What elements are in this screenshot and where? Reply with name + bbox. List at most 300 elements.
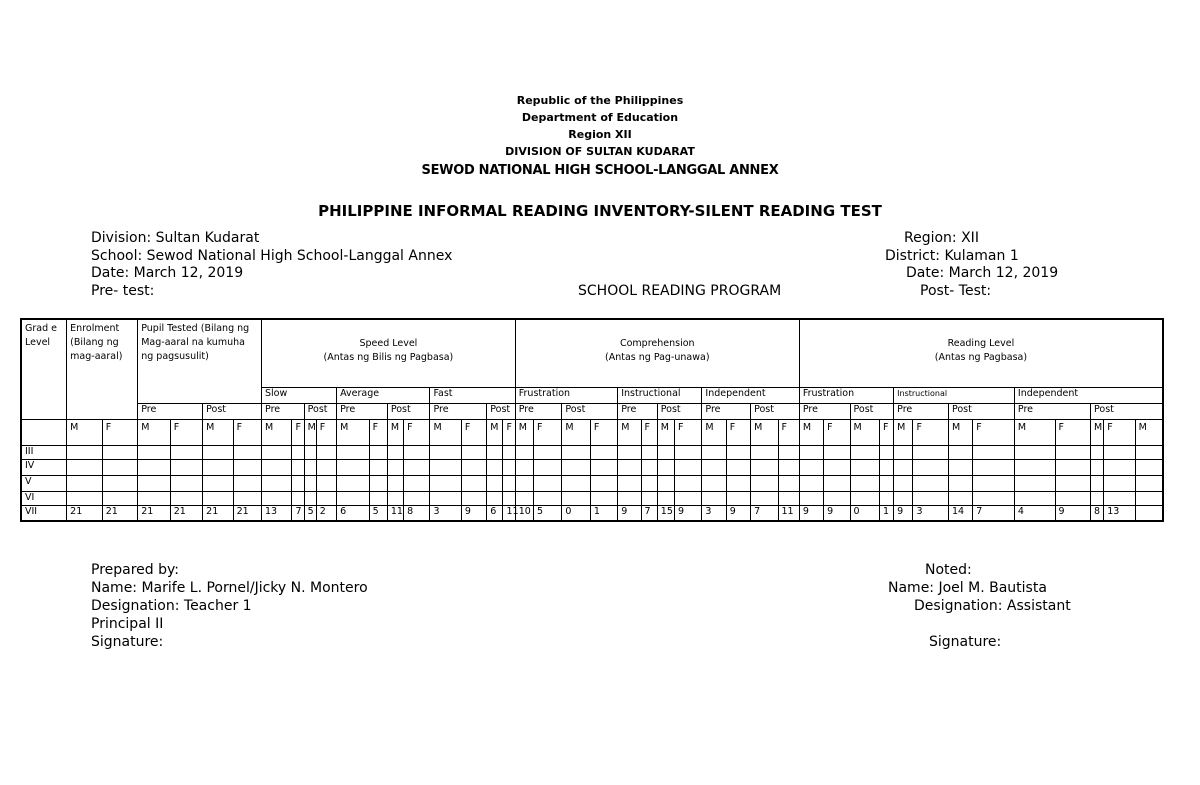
prepared-name-label: Name: Marife L. Pornel/Jicky N. Montero [91,580,368,596]
table-cell [973,445,1015,459]
pre-header: Pre [430,403,487,419]
table-cell [1091,459,1104,475]
table-cell [1055,491,1091,505]
table-cell [337,475,369,491]
table-cell [262,491,292,505]
table-cell [369,491,387,505]
post-header: Post [487,403,516,419]
table-cell [879,445,893,459]
grade-cell: VI [21,491,67,505]
table-cell [726,445,750,459]
table-cell [369,445,387,459]
table-cell [1014,475,1055,491]
grade-cell: IV [21,459,67,475]
table-cell: 9 [726,505,750,521]
table-cell [102,445,138,459]
m-header-cell: M [67,419,103,445]
post-header: Post [751,403,800,419]
header-region: Region XII [568,128,632,141]
table-cell [170,459,202,475]
f-header-cell: F [170,419,202,445]
grade-cell-blank [21,419,67,445]
pre-header: Pre [262,403,305,419]
m-header-cell: M [304,419,316,445]
table-cell [203,459,233,475]
f-header-cell: F [879,419,893,445]
table-cell [138,459,170,475]
speed-level-title: Speed Level [359,338,418,349]
table-cell: 11 [778,505,799,521]
table-cell: 7 [973,505,1015,521]
pre-header: Pre [702,403,751,419]
table-cell: 13 [1104,505,1135,521]
table-cell [824,491,850,505]
table-cell [948,491,972,505]
grade-cell: III [21,445,67,459]
noted-label: Noted: [925,562,972,578]
table-cell: 21 [102,505,138,521]
table-cell [1091,445,1104,459]
table-cell [1014,491,1055,505]
table-cell [534,491,562,505]
table-cell [850,475,879,491]
pupil-pre-header: Pre [138,403,203,419]
table-cell [618,491,641,505]
m-header-cell: M [1014,419,1055,445]
f-header-cell: F [102,419,138,445]
table-cell [503,445,515,459]
table-cell [590,475,617,491]
table-cell: 21 [67,505,103,521]
f-header-cell: F [233,419,261,445]
f-header-cell: F [292,419,304,445]
table-cell: 13 [262,505,292,521]
prepared-signature-label: Signature: [91,634,164,650]
post-header: Post [562,403,618,419]
table-cell: 14 [948,505,972,521]
f-header-cell: F [824,419,850,445]
table-cell: 21 [203,505,233,521]
table-cell: 1 [879,505,893,521]
header-division: DIVISION OF SULTAN KUDARAT [505,145,695,158]
table-cell [562,445,590,459]
pretest-label: Pre- test: [91,283,155,299]
table-cell [657,459,674,475]
enrolment-header: Enrolment (Bilang ng mag-aaral) [67,319,138,419]
f-header-cell: F [1055,419,1091,445]
m-header-cell: M [430,419,461,445]
table-cell [316,491,336,505]
program-label: SCHOOL READING PROGRAM [578,283,782,299]
table-cell [203,491,233,505]
table-cell [657,491,674,505]
m-header-cell: M [850,419,879,445]
table-cell: 10 [515,505,533,521]
table-cell [726,475,750,491]
table-cell [369,475,387,491]
table-cell [799,459,823,475]
table-cell [430,491,461,505]
table-cell [726,491,750,505]
table-cell [675,459,702,475]
table-row [21,459,1163,475]
table-cell [387,475,403,491]
m-header-cell: M [337,419,369,445]
table-cell [292,475,304,491]
table-cell [203,475,233,491]
table-cell [778,459,799,475]
table-cell [404,459,430,475]
table-cell [487,459,503,475]
table-cell [799,445,823,459]
table-cell [894,475,913,491]
table-cell [850,459,879,475]
table-cell [534,475,562,491]
table-cell: 3 [702,505,726,521]
table-cell [170,445,202,459]
speed-slow-header: Slow [262,387,337,403]
table-row [21,445,1163,459]
table-row [21,475,1163,491]
table-cell [515,475,533,491]
table-cell [850,491,879,505]
m-header-cell: M [262,419,292,445]
f-header-cell: F [503,419,515,445]
table-cell [702,491,726,505]
table-cell [948,475,972,491]
table-cell [430,459,461,475]
table-cell [675,491,702,505]
table-cell [1014,459,1055,475]
table-cell [657,475,674,491]
read-frustration-header: Frustration [799,387,893,403]
table-cell [879,475,893,491]
table-cell [430,475,461,491]
pupil-tested-header: Pupil Tested (Bilang ng Mag-aaral na kumuha ng pagsusulit) [138,319,262,403]
division-label: Division: Sultan Kudarat [91,230,260,246]
table-row [21,491,1163,505]
speed-level-subtitle: (Antas ng Bilis ng Pagbasa) [323,352,454,363]
school-label: School: Sewod National High School-Langgal Annex [91,248,453,264]
f-header-cell: F [316,419,336,445]
table-cell [641,459,657,475]
post-header: Post [850,403,894,419]
table-cell [316,445,336,459]
table-cell [562,491,590,505]
table-cell [503,475,515,491]
m-header-cell: M [702,419,726,445]
posttest-label: Post- Test: [920,283,992,299]
header-department: Department of Education [521,111,679,124]
table-cell: 7 [641,505,657,521]
table-cell [233,491,261,505]
pupil-post-header: Post [203,403,262,419]
table-cell: 9 [894,505,913,521]
table-cell [702,445,726,459]
table-cell [850,445,879,459]
table-cell [799,491,823,505]
f-header-cell: F [534,419,562,445]
f-header-cell: F [590,419,617,445]
noted-designation-label: Designation: Assistant [914,598,1071,614]
table-cell [973,459,1015,475]
m-header-cell: M [203,419,233,445]
noted-name-label: Name: Joel M. Bautista [888,580,1047,596]
table-cell [1104,475,1135,491]
f-header-cell: F [913,419,949,445]
post-header: Post [948,403,1014,419]
document-title: PHILIPPINE INFORMAL READING INVENTORY-SILENT READING TEST [318,202,882,220]
table-cell [461,459,486,475]
table-cell [913,491,949,505]
table-cell [913,445,949,459]
table-cell [404,445,430,459]
table-cell [675,445,702,459]
table-cell [337,445,369,459]
table-cell [675,475,702,491]
header-republic: Republic of the Philippines [516,94,684,107]
table-cell [948,445,972,459]
pre-header: Pre [515,403,562,419]
table-cell: 7 [292,505,304,521]
table-cell [67,445,103,459]
table-cell [67,459,103,475]
table-cell [67,475,103,491]
table-cell [404,475,430,491]
table-cell [894,459,913,475]
table-cell [641,475,657,491]
table-cell [590,445,617,459]
speed-average-header: Average [337,387,430,403]
table-cell [304,459,316,475]
f-header-cell: F [726,419,750,445]
table-cell [778,475,799,491]
table-cell: 5 [304,505,316,521]
m-header-cell: M [1091,419,1104,445]
reading-inventory-table [20,318,1164,522]
table-cell [487,491,503,505]
m-header-cell: M [657,419,674,445]
table-cell [1135,505,1163,521]
table-cell [316,459,336,475]
table-cell [778,445,799,459]
table-cell [369,459,387,475]
date-right-label: Date: March 12, 2019 [906,265,1059,281]
table-cell: 8 [404,505,430,521]
table-cell [778,491,799,505]
table-cell [824,459,850,475]
m-header-cell: M [562,419,590,445]
table-cell [337,459,369,475]
table-cell: 7 [751,505,778,521]
table-cell [430,445,461,459]
table-cell [590,491,617,505]
table-cell [387,491,403,505]
table-cell [1135,491,1163,505]
table-cell [1091,475,1104,491]
prepared-designation-label: Designation: Teacher 1 [91,598,252,614]
table-cell: 3 [430,505,461,521]
table-cell [641,491,657,505]
f-header-cell: F [369,419,387,445]
table-cell: 11 [503,505,515,521]
m-header-cell: M [894,419,913,445]
table-cell [751,445,778,459]
table-cell [948,459,972,475]
comprehension-subtitle: (Antas ng Pag-unawa) [605,352,710,363]
table-cell [316,475,336,491]
table-cell [461,445,486,459]
table-cell [262,459,292,475]
table-cell [973,491,1015,505]
speed-fast-header: Fast [430,387,515,403]
table-cell [487,475,503,491]
grade-level-header: Grad e Level [21,319,67,419]
table-cell [562,459,590,475]
table-cell [503,491,515,505]
table-cell: 0 [562,505,590,521]
post-header: Post [304,403,336,419]
table-cell [1135,475,1163,491]
reading-level-title: Reading Level [947,338,1015,349]
reading-level-subtitle: (Antas ng Pagbasa) [934,352,1028,363]
table-cell [618,475,641,491]
reading-level-header [799,319,1163,387]
table-cell: 9 [824,505,850,521]
table-cell [751,459,778,475]
table-cell [203,445,233,459]
m-header-cell: M [387,419,403,445]
table-cell [534,459,562,475]
table-cell [1055,475,1091,491]
table-cell: 9 [1055,505,1091,521]
table-cell [138,445,170,459]
table-cell [262,445,292,459]
table-cell: 21 [170,505,202,521]
district-label: District: Kulaman 1 [885,248,1019,264]
table-cell [233,445,261,459]
table-cell [233,459,261,475]
table-cell [618,445,641,459]
table-cell [102,491,138,505]
pre-header: Pre [337,403,388,419]
comp-frustration-header: Frustration [515,387,617,403]
grade-cell: VII [21,505,67,521]
m-header-cell: M [138,419,170,445]
table-cell: 5 [369,505,387,521]
table-cell [292,459,304,475]
pre-header: Pre [618,403,658,419]
table-cell [138,475,170,491]
table-cell: 1 [590,505,617,521]
table-cell: 6 [487,505,503,521]
table-cell [534,445,562,459]
table-cell [702,459,726,475]
table-cell: 9 [675,505,702,521]
comprehension-title: Comprehension [619,338,695,349]
header-school-name: SEWOD NATIONAL HIGH SCHOOL-LANGGAL ANNEX [421,163,779,178]
noted-signature-label: Signature: [929,634,1002,650]
f-header-cell: F [641,419,657,445]
comprehension-header [515,319,799,387]
table-cell [515,491,533,505]
table-cell [657,445,674,459]
comp-independent-header: Independent [702,387,799,403]
m-header-cell: M [948,419,972,445]
table-cell: 21 [138,505,170,521]
table-cell: 9 [461,505,486,521]
f-header-cell: F [778,419,799,445]
table-cell [702,475,726,491]
table-cell [879,459,893,475]
table-cell: 9 [618,505,641,521]
table-cell: 0 [850,505,879,521]
region-label: Region: XII [904,230,979,246]
table-cell: 15 [657,505,674,521]
m-header-cell: M [1135,419,1163,445]
table-cell [618,459,641,475]
speed-level-header [262,319,516,387]
table-cell: 4 [1014,505,1055,521]
table-cell [973,475,1015,491]
table-cell [387,445,403,459]
table-cell [67,491,103,505]
table-cell [751,491,778,505]
f-header-cell: F [461,419,486,445]
table-cell [515,445,533,459]
table-cell [1135,445,1163,459]
table-cell [1014,445,1055,459]
read-independent-header: Independent [1014,387,1163,403]
table-cell [824,475,850,491]
post-header: Post [657,403,702,419]
table-cell [170,475,202,491]
read-instructional-header: Instructional [894,387,1015,403]
f-header-cell: F [973,419,1015,445]
table-cell [404,491,430,505]
prepared-by-label: Prepared by: [91,562,179,578]
table-cell [894,445,913,459]
table-cell [515,459,533,475]
table-cell [751,475,778,491]
table-row [21,505,1163,521]
table-cell [913,459,949,475]
date-left-label: Date: March 12, 2019 [91,265,244,281]
table-cell [1055,459,1091,475]
m-header-cell: M [618,419,641,445]
table-cell [726,459,750,475]
table-cell [894,491,913,505]
table-cell [503,459,515,475]
table-cell [102,475,138,491]
table-cell [562,475,590,491]
table-cell: 8 [1091,505,1104,521]
comp-instructional-header: Instructional [618,387,702,403]
table-cell: 21 [233,505,261,521]
table-cell: 5 [534,505,562,521]
table-cell [590,459,617,475]
table-cell [1135,459,1163,475]
pre-header: Pre [799,403,850,419]
table-cell [304,491,316,505]
table-cell: 3 [913,505,949,521]
table-cell [292,445,304,459]
table-cell [387,459,403,475]
table-cell [304,445,316,459]
table-cell [799,475,823,491]
table-cell [1104,459,1135,475]
table-cell: 9 [799,505,823,521]
